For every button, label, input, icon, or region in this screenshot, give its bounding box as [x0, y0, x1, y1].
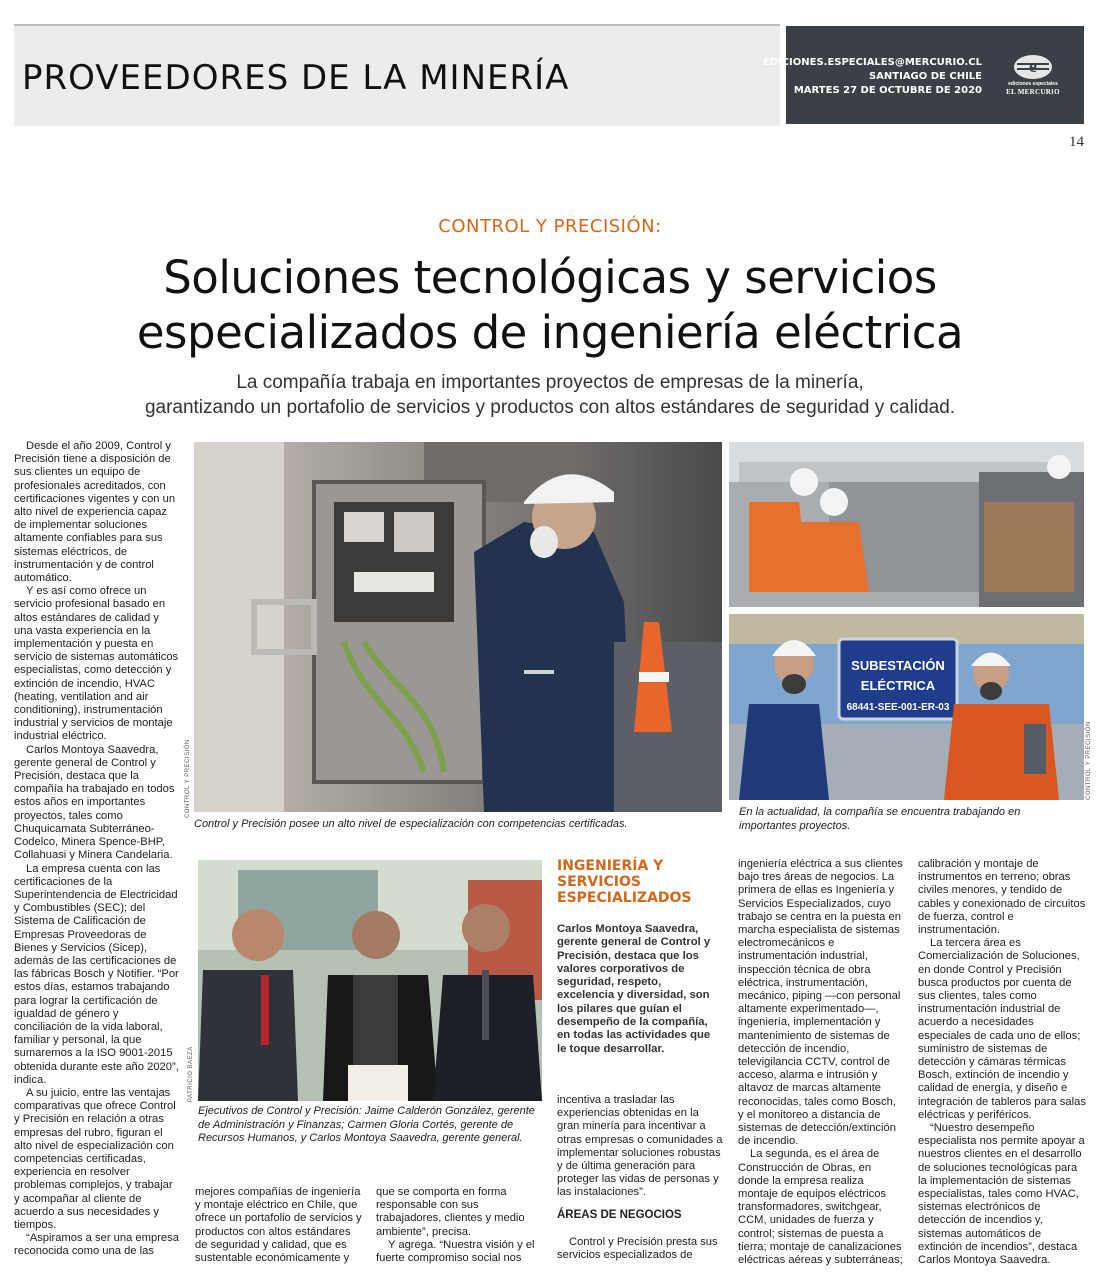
- article-kicker: CONTROL Y PRECISIÓN:: [438, 216, 662, 237]
- sign-text-2: ELÉCTRICA: [860, 678, 936, 693]
- paragraph: Y es así como ofrece un servicio profesional basado en altos estándares de calidad y una vasta experiencia en la implementación y puesta en servicio de sistemas automáticos especialistas, como detección y extinción de incendio, HVAC (heating, ventilation and air conditioning), instrumentación industrial y servicios de montaje industrial eléctrico.: [14, 585, 179, 743]
- paragraph: La tercera área es Comercialización de Soluciones, en donde Control y Precisión busca productos por cuenta de sus clientes, tales como instrumentación industrial de acuerdo a necesidades especiales de cada uno de ellos; suministro de sistemas de detección y cámaras térmicas Bosch, extinción de incendio y calidad de energía, y diseño e integración de tableros para salas eléctricas y periféricos.: [918, 937, 1086, 1121]
- body-column-3: [376, 1186, 542, 1266]
- paragraph: “Nuestro desempeño especialista nos permite apoyar a nuestros clientes en el desarrollo de soluciones tecnológicas para la implementación de sistemas especialistas, tales como HVAC, sistemas electrónicos de detección de incendios y, sistemas automáticos de extinción de incendios”, destaca Carlos Montoya Saavedra.: [918, 1122, 1085, 1266]
- sign-text-1: SUBESTACIÓN: [851, 658, 945, 673]
- logo-icon: [1013, 54, 1053, 80]
- body-column-4b: [557, 1236, 723, 1266]
- main-photo: [194, 442, 722, 812]
- logo-tagline: ediciones especiales: [1008, 81, 1058, 87]
- sign-text-3: 68441-SEE-001-ER-03: [846, 702, 950, 713]
- workers-photo: [729, 442, 1084, 607]
- paragraph: que se comporta en forma responsable con sus trabajadores, clientes y medio ambiente”, precisa.: [376, 1186, 525, 1238]
- workers-hvac-image: [729, 442, 1084, 607]
- paragraph: ingeniería eléctrica a sus clientes bajo tres áreas de negocios. La primera de ellas es Ingeniería y Servicios Especializados, cuyo trabajo se centra en la puesta en marcha especialista de sistemas electromecánicos e instrumentación industrial, inspección técnica de obra eléctrica, instrumentación, mecánico, piping —con personal altamente experimentado—, ingeniería, implementación y mantenimiento de sistemas de detección de incendio, televigilancia CCTV, control de acceso, alarma e intrusión y altavoz de marcas altamente reconocidas, tales como Bosch, y el monitoreo a distancia de sistemas de detección/extinción de incendio.: [738, 858, 903, 1148]
- photo-credit: PATRICIO BAEZA: [188, 1046, 194, 1102]
- paragraph: La segunda, es el área de Construcción de Obras, en donde la empresa realiza montaje de equipos eléctricos transformadores, switchgear, CCM, unidades de fuerza y control; sistemas de puesta a tierra; montaje de canalizaciones eléctricas aéreas y subterráneas;: [738, 1148, 903, 1266]
- deck-line-2: garantizando un portafolio de servicios y productos con altos estándares de seguridad y calidad.: [144, 397, 956, 418]
- email-text[interactable]: EDICIONES.ESPECIALES@MERCURIO.CL: [762, 57, 982, 68]
- date-text: MARTES 27 DE OCTUBRE DE 2020: [793, 85, 982, 96]
- article-deck: [0, 370, 1100, 420]
- section-title: PROVEEDORES DE LA MINERÍA: [22, 58, 570, 98]
- substation-photo: [729, 614, 1084, 800]
- svg-text:e: e: [1029, 56, 1037, 76]
- body-column-5: [738, 858, 904, 1266]
- pull-quote: Carlos Montoya Saavedra, gerente general de Control y Precisión, destaca que los valores corporativos de seguridad, respeto, excelencia y diversidad, son los pilares que guían el desempeño de la compañía, en todas las actividades que le toque desarrollar.: [557, 923, 711, 1055]
- main-photo-caption: Control y Precisión posee un alto nivel de especialización con competencias certificadas.: [194, 818, 628, 830]
- city-text: SANTIAGO DE CHILE: [868, 71, 982, 82]
- paragraph: incentiva a trasladar las experiencias obtenidas en la gran minería para incentivar a otras empresas o comunidades a implementar soluciones robustas y de última generación para proteger las vidas de personas y las instalaciones”.: [557, 1094, 723, 1199]
- right-photo-caption: En la actualidad, la compañía se encuentra trabajando en importantes proyectos.: [739, 806, 1021, 832]
- publication-meta: [763, 56, 982, 98]
- page-number: 14: [1069, 134, 1084, 150]
- body-column-1: [14, 440, 179, 1260]
- worker-panel-image: [194, 442, 722, 812]
- publication-box: [762, 26, 1084, 124]
- substation-image: [729, 614, 1084, 800]
- section-banner: [14, 24, 780, 126]
- paragraph: Desde el año 2009, Control y Precisión tiene a disposición de sus clientes un equipo de profesionales acreditados, con certificaciones vigentes y con un alto nivel de experiencia capaz de implementar soluciones altamente confiables para sus sistemas eléctricos, de instrumentación y de control automático.: [14, 440, 176, 585]
- photo-credit: CONTROL Y PRECISIÓN: [185, 739, 191, 818]
- paragraph: Control y Precisión presta sus servicios especializados de: [557, 1236, 718, 1262]
- paragraph: A su juicio, entre las ventajas comparativas que ofrece Control y Precisión en relación a otras empresas del rubro, figuran el alto nivel de especialización con competencias certificadas, experiencia en resolver problemas complejos, y trabajar y acompañar al cliente de acuerdo a sus necesidades y tiempos.: [14, 1086, 176, 1231]
- subheading: ÁREAS DE NEGOCIOS: [557, 1209, 682, 1221]
- paragraph: Carlos Montoya Saavedra, gerente general de Control y Precisión, destaca que la compañía ha trabajado en todos estos años en importantes proyectos, tales como Chuquicamata Subterráneo-Codelco, Minera Spence-BHP, Collahuasi y Minera Candelaria.: [14, 743, 175, 862]
- el-mercurio-logo: [1002, 54, 1064, 96]
- paragraph: Y agrega. “Nuestra visión y el fuerte compromiso social nos: [376, 1238, 535, 1265]
- deck-line-1: La compañía trabaja en importantes proyectos de empresas de la minería,: [236, 372, 864, 393]
- headline-line-1: Soluciones tecnológicas y servicios: [163, 251, 937, 304]
- paragraph: calibración y montaje de instrumentos en terreno; obras civiles menores, y tendido de cables y conexionado de circuitos de fuerza, control e instrumentación.: [918, 858, 1086, 937]
- logo-name: EL MERCURIO: [1006, 88, 1060, 96]
- section-heading: INGENIERÍA Y SERVICIOS ESPECIALIZADOS: [557, 858, 692, 906]
- article-headline: [0, 250, 1100, 360]
- executives-photo: [198, 860, 542, 1101]
- executives-image: [198, 860, 542, 1101]
- photo-credit: CONTROL Y PRECISIÓN: [1086, 721, 1092, 800]
- body-column-2: [195, 1186, 363, 1266]
- body-column-4: [557, 1094, 723, 1204]
- executives-caption: Ejecutivos de Control y Precisión: Jaime Calderón González, gerente de Administración y Finanzas; Carmen Gloria Cortés, gerente de Recursos Humanos, y Carlos Montoya Saavedra, gerente general.: [198, 1105, 535, 1144]
- paragraph: La empresa cuenta con las certificaciones de la Superintendencia de Electricidad y Combustibles (SEC); del Sistema de Calificación de Empresas Proveedoras de Bienes y Servicios (Sicep), además de las certificaciones de las fábricas Bosch y Notifier. “Por estos días, estamos trabajando para lograr la certificación de igualdad de género y conciliación de la vida laboral, familiar y personal, la que sumaremos a la ISO 9001-2015 obtenida durante este año 2020”, indica.: [14, 862, 179, 1086]
- paragraph: “Aspiramos a ser una empresa reconocida como una de las: [14, 1232, 179, 1258]
- headline-line-2: especializados de ingeniería eléctrica: [136, 306, 964, 359]
- paragraph: mejores compañías de ingeniería y montaje eléctrico en Chile, que ofrece un portafolio de servicios y productos con altos estándares de seguridad y calidad, que es sustentable económicamente y: [195, 1186, 362, 1265]
- body-column-6: [918, 858, 1086, 1266]
